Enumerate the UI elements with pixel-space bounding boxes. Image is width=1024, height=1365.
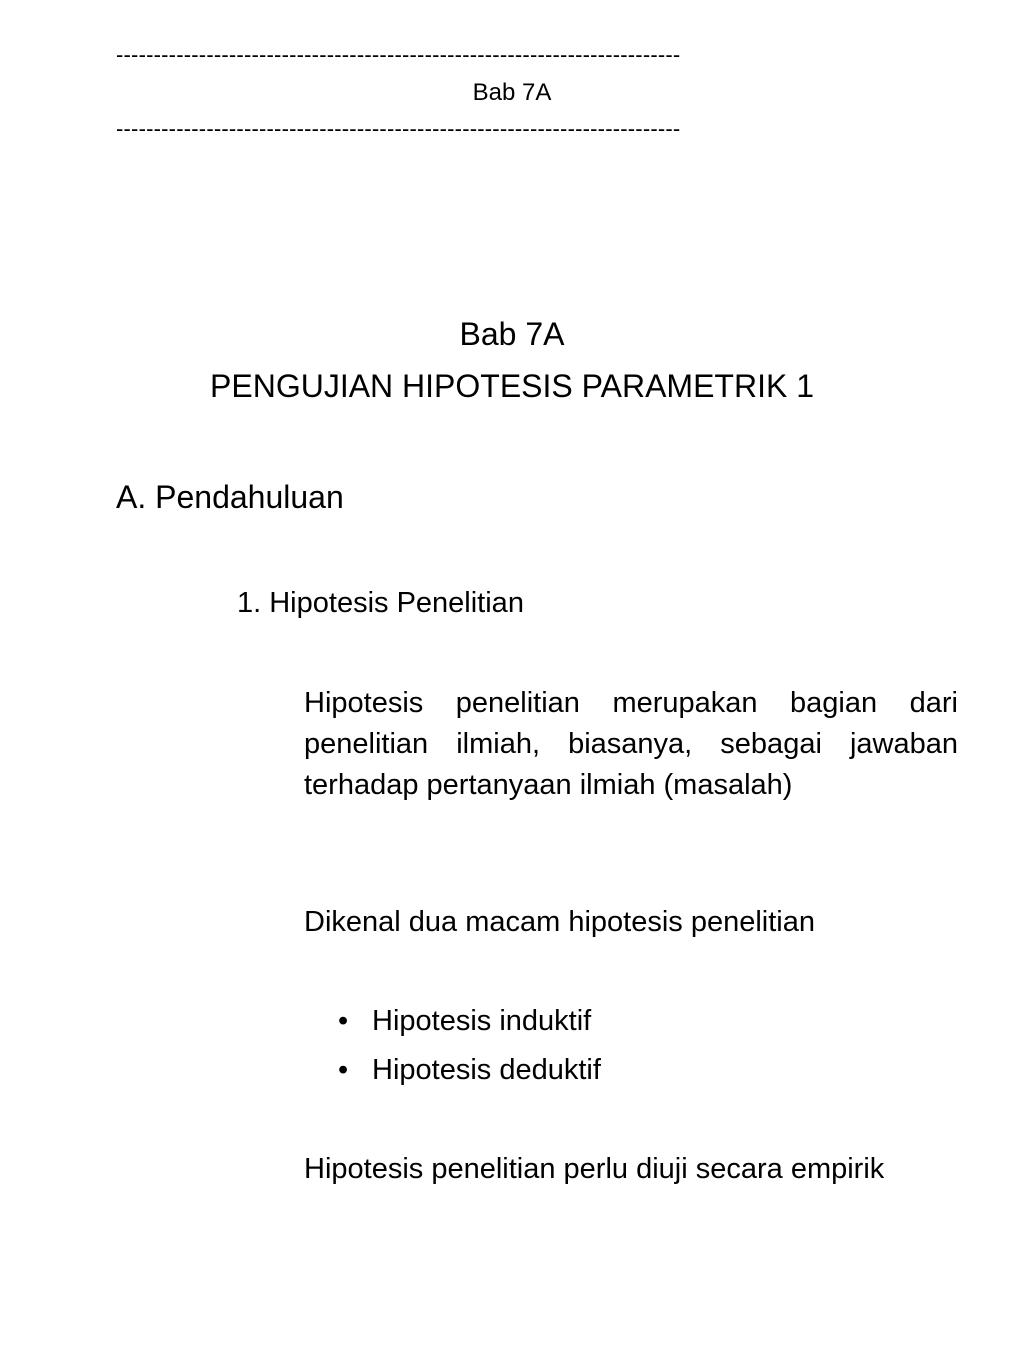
paragraph-definition: Hipotesis penelitian merupakan bagian dari penelitian ilmiah, biasanya, sebagai jawaban terhadap pertanyaan ilmiah (masalah) — [304, 687, 958, 801]
bullet-icon: • — [338, 1054, 349, 1086]
list-item-label: Hipotesis deduktif — [372, 1054, 601, 1086]
chapter-number: Bab 7A — [459, 316, 565, 352]
paragraph-empirical-testing: Hipotesis penelitian perlu diuji secara empirik — [304, 1153, 885, 1185]
list-item-label: Hipotesis induktif — [372, 1005, 592, 1037]
paragraph-types-intro: Dikenal dua macam hipotesis penelitian — [304, 906, 816, 938]
bullet-icon: • — [338, 1005, 349, 1037]
chapter-title: PENGUJIAN HIPOTESIS PARAMETRIK 1 — [210, 368, 814, 404]
header-bottom-rule: --------------------------------------------------------------------------- — [116, 116, 681, 141]
header-top-rule: --------------------------------------------------------------------------- — [116, 42, 681, 67]
subsection-heading: 1. Hipotesis Penelitian — [237, 587, 524, 619]
list-item — [338, 997, 601, 1046]
list-item — [338, 1046, 601, 1095]
header-title: Bab 7A — [472, 79, 552, 106]
section-heading: A. Pendahuluan — [116, 479, 344, 515]
hypothesis-type-list — [338, 997, 601, 1095]
